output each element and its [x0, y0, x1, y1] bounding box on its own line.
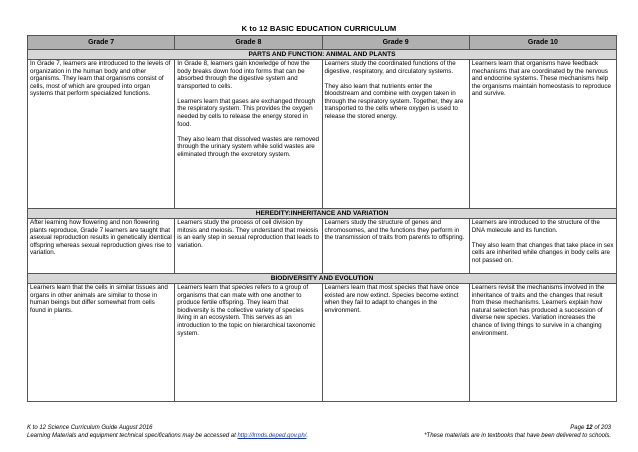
cell-paragraph: Learners learn that most species that have once existed are now extinct. Species become extinct when they fail to adapt to changes in the environment.: [324, 284, 459, 314]
section-heading-row: [28, 274, 617, 284]
cell-paragraph: They also learn that changes that take place in sex cells are inherited while changes in body cells are not passed on.: [471, 241, 614, 264]
grade-9-cell: [322, 60, 469, 209]
cell-paragraph: Learners study the coordinated functions of the digestive, respiratory, and circulatory systems.: [324, 60, 456, 75]
cell-paragraph: After learning how flowering and non flowering plants reproduce, Grade 7 learners are taught that asexual reproduction results in genetically identical offspring whereas sexual reproduction gives rise to variation.: [30, 219, 172, 257]
footer-line-1: [27, 425, 611, 431]
grade-7-cell: [28, 219, 175, 274]
cell-paragraph: Learners learn that the cells in similar tissues and organs in other animals are similar to those in human beings but differ somewhat from cells found in plants.: [30, 284, 168, 314]
section-heading-row: [28, 209, 617, 219]
cell-paragraph: In Grade 8, learners gain knowledge of how the body breaks down food into forms that can be absorbed through the digestive system and transported to cells.: [177, 60, 310, 90]
grade-8-cell: [175, 219, 322, 274]
section-heading-row: [28, 50, 617, 60]
page-prefix: Page: [570, 425, 585, 431]
grade-7-cell: [28, 284, 175, 402]
curriculum-guide-label: K to 12 Science Curriculum Guide August 2016: [27, 425, 153, 431]
cell-paragraph: Learners study the process of cell division by mitosis and meiosis. They understand that meiosis is an early step in sexual reproduction that leads to variation.: [177, 219, 320, 249]
cell-paragraph: Learners learn that organisms have feedback mechanisms that are coordinated by the nervous and endocrine systems. These mechanisms help the organisms maintain homeostasis to reproduce and survive.: [471, 60, 612, 98]
section-heading-heredity: HEREDITY:INHERITANCE AND VARIATION: [28, 209, 617, 219]
document-title: K to 12 BASIC EDUCATION CURRICULUM: [241, 24, 397, 33]
cell-paragraph: In Grade 7, learners are introduced to the levels of organization in the human body and other organisms. They learn that organisms consist of cells, most of which are grouped into organ systems that perform specialized functions.: [30, 60, 171, 98]
grade-header-8: Grade 8: [175, 36, 322, 50]
grade-8-cell: [175, 60, 322, 209]
cell-paragraph: Learners study the structure of genes and chromosomes, and the functions they perform in the transmission of traits from parents to offspring.: [324, 219, 465, 242]
lrmds-link[interactable]: http://lrmds.deped.gov.ph/: [237, 433, 307, 439]
cell-paragraph: They also learn that dissolved wastes are removed through the urinary system while solid wastes are eliminated through the excretory system.: [177, 135, 320, 158]
grade-header-row: [28, 36, 617, 50]
curriculum-table: [27, 35, 617, 402]
page-indicator: [570, 425, 611, 431]
page-total: of 203: [594, 425, 611, 431]
section-content-row: [28, 284, 617, 402]
grade-10-cell: [469, 219, 616, 274]
section-heading-parts-and-function: PARTS AND FUNCTION: ANIMAL AND PLANTS: [28, 50, 617, 60]
grade-header-9: Grade 9: [322, 36, 469, 50]
grade-7-cell: [28, 60, 175, 209]
cell-paragraph: They also learn that nutrients enter the bloodstream and combine with oxygen taken in through the respiratory system. Together, they are transported to the cells where oxygen is used to release the stored energy.: [324, 82, 464, 120]
grade-header-10: Grade 10: [469, 36, 616, 50]
grade-10-cell: [469, 284, 616, 402]
cell-paragraph: Learners learn that species refers to a group of organisms that can mate with one another to produce fertile offspring. They learn that biodiversity is the collective variety of species living in an ecosystem. This serves as an introduction to the topic on hierarchical taxonomic system.: [177, 284, 316, 337]
footer-line-2: [27, 433, 611, 439]
grade-header-7: Grade 7: [28, 36, 175, 50]
textbook-note: *These materials are in textbooks that have been delivered to schools.: [424, 433, 611, 439]
grade-8-cell: [175, 284, 322, 402]
materials-note: Learning Materials and equipment technical specifications may be accessed at: [27, 433, 236, 439]
section-content-row: [28, 60, 617, 209]
cell-paragraph: Learners revisit the mechanisms involved in the inheritance of traits and the changes that result from these mechanisms. Learners explain how natural selection has produced a succession of diverse new species. Variation increases the chance of living things to survive in a changing environment.: [471, 284, 605, 337]
grade-9-cell: [322, 284, 469, 402]
grade-9-cell: [322, 219, 469, 274]
cell-paragraph: Learners learn that gases are exchanged through the respiratory system. This provides the oxygen needed by cells to release the energy stored in food.: [177, 97, 316, 128]
section-heading-biodiversity: BIODIVERSITY AND EVOLUTION: [28, 274, 617, 284]
materials-note-end: .: [306, 433, 309, 439]
section-content-row: [28, 219, 617, 274]
grade-10-cell: [469, 60, 616, 209]
page-number: 12: [585, 425, 593, 431]
cell-paragraph: Learners are introduced to the structure of the DNA molecule and its function.: [471, 219, 600, 234]
